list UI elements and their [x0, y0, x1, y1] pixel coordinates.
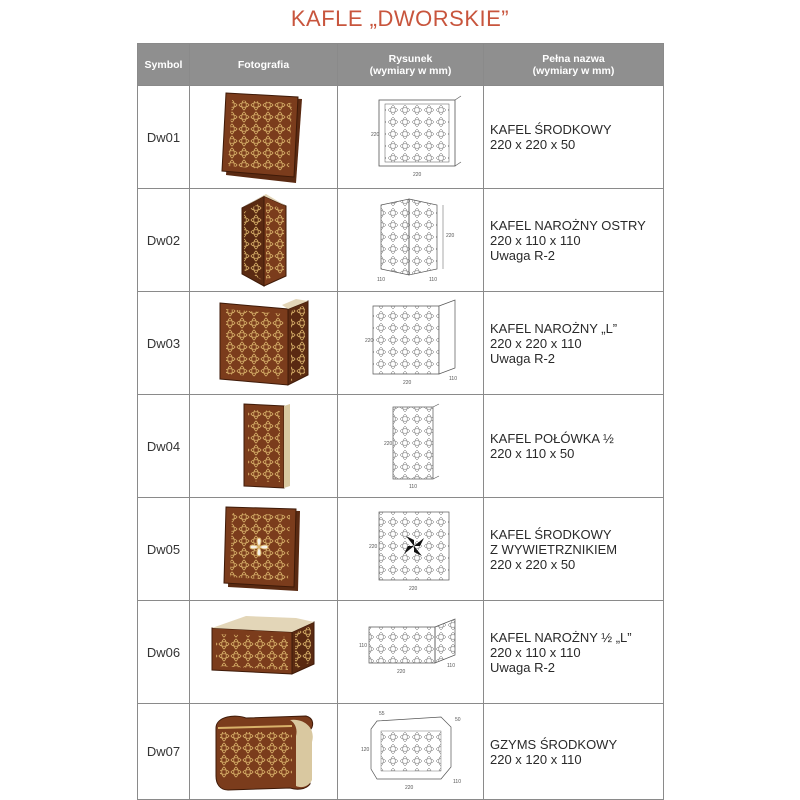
dimension-label: 110: [358, 643, 367, 649]
header-drawing: [338, 44, 484, 86]
row-drawing: [338, 704, 484, 800]
row-symbol: Dw07: [138, 704, 190, 800]
row-name: [484, 704, 664, 800]
row-symbol: Dw04: [138, 395, 190, 498]
dimension-label: 220: [408, 586, 417, 592]
table-header-row: [138, 44, 664, 86]
tile-catalog-table: [137, 43, 664, 800]
header-name-line1: Pełna nazwa: [542, 52, 605, 65]
square-tile-photo-icon: [214, 87, 314, 187]
table-row: [138, 189, 664, 292]
dimension-label: 220: [364, 338, 373, 344]
row-photo: [190, 601, 338, 704]
row-drawing: [338, 86, 484, 189]
half-tile-drawing-icon: [351, 401, 471, 491]
name-line: 220 x 110 x 110: [490, 232, 581, 248]
name-line: 220 x 220 x 50: [490, 137, 576, 152]
dimension-label: 220: [368, 544, 377, 550]
row-symbol: Dw05: [138, 498, 190, 601]
row-photo: [190, 704, 338, 800]
dimension-label: 120: [360, 746, 369, 753]
row-photo: [190, 395, 338, 498]
dimension-label: 220: [402, 380, 411, 386]
table-row: [138, 704, 664, 800]
cornice-photo-icon: [206, 706, 322, 798]
header-name-line2: (wymiary w mm): [532, 64, 615, 77]
dimension-label: 220: [412, 172, 421, 178]
header-name: [484, 44, 664, 86]
row-drawing: [338, 189, 484, 292]
dimension-label: 220: [370, 132, 379, 138]
row-symbol: Dw02: [138, 189, 190, 292]
square-tile-drawing-icon: [351, 92, 471, 182]
name-line: 220 x 110 x 50: [490, 446, 575, 461]
dimension-label: 220: [445, 233, 454, 239]
dimension-label: 50: [454, 716, 461, 723]
header-drawing-line1: Rysunek: [388, 52, 433, 65]
dimension-label: 220: [396, 669, 405, 675]
half-l-corner-tile-drawing-icon: [351, 607, 471, 697]
half-l-corner-tile-photo-icon: [206, 602, 322, 702]
table-row: [138, 292, 664, 395]
l-corner-tile-drawing-icon: [351, 298, 471, 388]
row-photo: [190, 292, 338, 395]
header-drawing-line2: (wymiary w mm): [369, 64, 452, 77]
name-line: 220 x 120 x 110: [490, 751, 582, 767]
row-drawing: [338, 395, 484, 498]
dimension-label: 220: [383, 441, 392, 447]
dimension-label: 220: [404, 784, 413, 791]
row-photo: [190, 86, 338, 189]
row-name: [484, 601, 664, 704]
row-drawing: [338, 292, 484, 395]
row-name: [484, 86, 664, 189]
half-tile-photo-icon: [214, 396, 314, 496]
dimension-label: 110: [408, 484, 417, 490]
dimension-label: 110: [448, 376, 457, 382]
row-symbol: Dw03: [138, 292, 190, 395]
row-name: [484, 189, 664, 292]
row-drawing: [338, 601, 484, 704]
row-symbol: Dw06: [138, 601, 190, 704]
row-name: [484, 292, 664, 395]
name-line: Z WYWIETRZNIKIEM: [490, 541, 618, 557]
dimension-label: 110: [452, 778, 461, 785]
dimension-label: 110: [446, 663, 455, 669]
name-line: 220 x 220 x 110: [490, 335, 582, 351]
table-row: [138, 395, 664, 498]
dimension-label: 55: [378, 710, 385, 717]
vent-tile-photo-icon: [214, 499, 314, 599]
name-line: KAFEL ŚRODKOWY: [490, 526, 612, 542]
vent-tile-drawing-icon: [351, 504, 471, 594]
table-row: [138, 498, 664, 601]
name-line: KAFEL NAROŻNY ½ „L”: [490, 629, 632, 645]
name-line: 220 x 110 x 110: [490, 644, 581, 660]
sharp-corner-tile-drawing-icon: [351, 195, 471, 285]
row-name: [484, 498, 664, 601]
dimension-label: 110: [376, 277, 385, 283]
cornice-drawing-icon: [351, 707, 471, 797]
name-line: Uwaga R-2: [490, 247, 556, 263]
name-line: GZYMS ŚRODKOWY: [490, 736, 618, 752]
table-row: [138, 601, 664, 704]
name-line: Uwaga R-2: [490, 350, 556, 366]
name-line: KAFEL NAROŻNY OSTRY: [490, 217, 646, 233]
header-photo: Fotografia: [190, 44, 338, 86]
name-line: KAFEL ŚRODKOWY: [490, 122, 612, 137]
row-photo: [190, 498, 338, 601]
name-line: 220 x 220 x 50: [490, 556, 576, 572]
dimension-label: 110: [428, 277, 437, 283]
sharp-corner-tile-photo-icon: [214, 190, 314, 290]
name-line: Uwaga R-2: [490, 659, 556, 675]
row-drawing: [338, 498, 484, 601]
table-row: [138, 86, 664, 189]
name-line: KAFEL NAROŻNY „L”: [490, 320, 618, 336]
row-name: [484, 395, 664, 498]
name-line: KAFEL POŁÓWKA ½: [490, 431, 614, 446]
header-symbol: Symbol: [138, 44, 190, 86]
row-symbol: Dw01: [138, 86, 190, 189]
page-title: KAFLE „DWORSKIE”: [290, 6, 510, 31]
l-corner-tile-photo-icon: [212, 293, 316, 393]
row-photo: [190, 189, 338, 292]
